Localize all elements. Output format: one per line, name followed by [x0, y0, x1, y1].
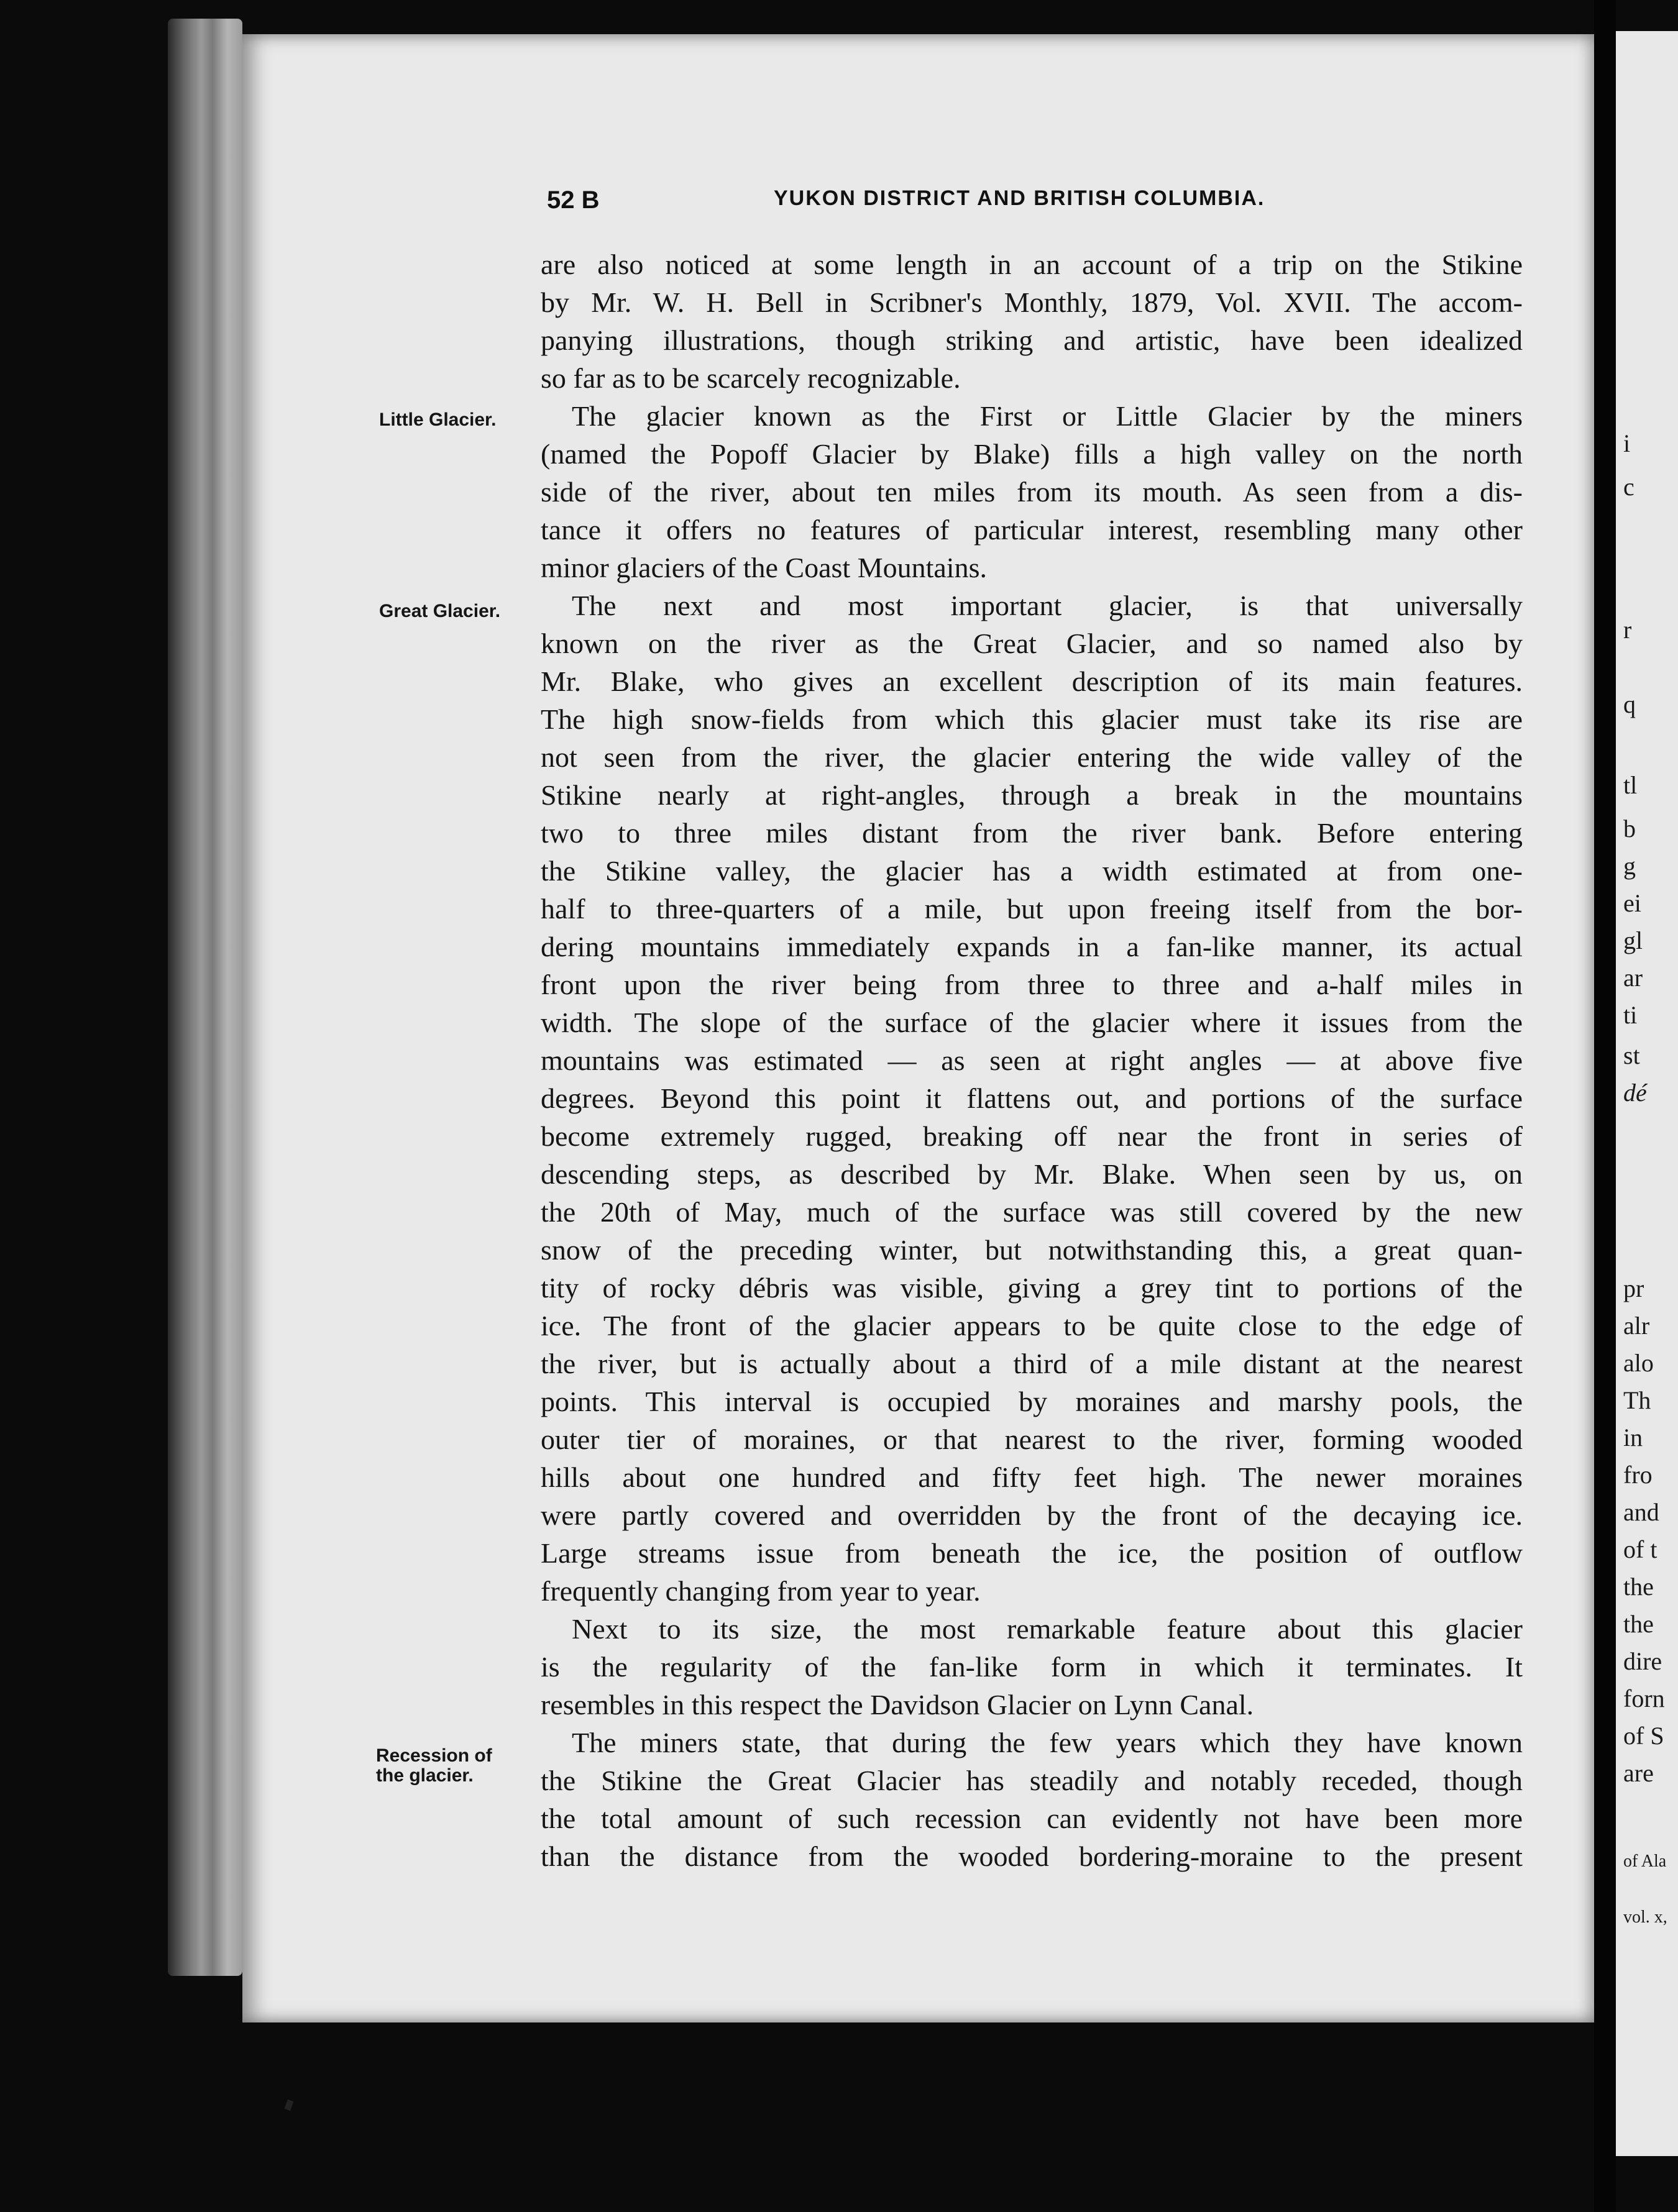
- text-line: than the distance from the wooded bordering-moraine to the present: [541, 1840, 1523, 1872]
- text-line: front upon the river being from three to three and a-half miles in: [541, 969, 1523, 1000]
- facing-fragment: ei: [1623, 889, 1641, 917]
- text-line: is the regularity of the fan-like form in which it terminates. It: [541, 1651, 1523, 1683]
- text-line: tance it offers no features of particular interest, resembling many other: [541, 514, 1523, 546]
- text-line: resembles in this respect the Davidson Glacier on Lynn Canal.: [541, 1689, 1254, 1721]
- sidenote-great-glacier: Great Glacier.: [379, 601, 501, 621]
- facing-fragment: are: [1623, 1759, 1654, 1787]
- header-title: YUKON DISTRICT AND BRITISH COLUMBIA.: [774, 186, 1265, 210]
- sidenote-recession: Recession of the glacier.: [376, 1745, 492, 1786]
- text-line: mountains was estimated — as seen at right angles — at above five: [541, 1044, 1523, 1076]
- text-line: side of the river, about ten miles from its mouth. As seen from a dis-: [541, 476, 1523, 508]
- text-line: (named the Popoff Glacier by Blake) fills a high valley on the north: [541, 438, 1523, 470]
- sidenote-little-glacier: Little Glacier.: [379, 409, 497, 430]
- text-line: width. The slope of the surface of the glacier where it issues from the: [541, 1007, 1523, 1038]
- text-line: minor glaciers of the Coast Mountains.: [541, 552, 987, 583]
- facing-fragment: dire: [1623, 1647, 1662, 1675]
- facing-fragment: Th: [1623, 1386, 1651, 1414]
- text-line: outer tier of moraines, or that nearest to the river, forming wooded: [541, 1424, 1523, 1455]
- text-line: become extremely rugged, breaking off near the front in series of: [541, 1120, 1523, 1152]
- facing-fragment: pr: [1623, 1274, 1644, 1302]
- text-line: so far as to be scarcely recognizable.: [541, 362, 961, 394]
- facing-fragment: r: [1623, 616, 1632, 644]
- text-line: Large streams issue from beneath the ice, the position of outflow: [541, 1537, 1523, 1569]
- facing-fragment: the: [1623, 1573, 1654, 1601]
- text-line: the Stikine the Great Glacier has steadily and notably receded, though: [541, 1765, 1523, 1796]
- text-line: dering mountains immediately expands in a fan-like manner, its actual: [541, 931, 1523, 962]
- text-line: Mr. Blake, who gives an excellent description of its main features.: [541, 665, 1523, 697]
- text-line: snow of the preceding winter, but notwithstanding this, a great quan-: [541, 1234, 1523, 1266]
- text-line: are also noticed at some length in an account of a trip on the Stikine: [541, 249, 1523, 280]
- facing-fragment: ar: [1623, 964, 1643, 992]
- text-line: The high snow-fields from which this glacier must take its rise are: [541, 703, 1523, 735]
- facing-fragment: ti: [1623, 1001, 1638, 1029]
- facing-fragment: vol. x,: [1623, 1908, 1667, 1927]
- ink-speck: [285, 2100, 294, 2111]
- text-line: by Mr. W. H. Bell in Scribner's Monthly, 1879, Vol. XVII. The accom-: [541, 286, 1523, 318]
- text-line: frequently changing from year to year.: [541, 1575, 981, 1607]
- text-line: Stikine nearly at right-angles, through a break in the mountains: [541, 779, 1523, 811]
- text-line: points. This interval is occupied by moraines and marshy pools, the: [541, 1386, 1523, 1417]
- facing-fragment: tl: [1623, 771, 1638, 799]
- text-line: Next to its size, the most remarkable feature about this glacier: [572, 1613, 1523, 1645]
- text-line: degrees. Beyond this point it flattens out, and portions of the surface: [541, 1082, 1523, 1114]
- facing-fragment: of S: [1623, 1722, 1664, 1750]
- facing-fragment: and: [1623, 1498, 1659, 1526]
- facing-fragment: of Ala: [1623, 1852, 1667, 1871]
- text-line: the total amount of such recession can evidently not have been more: [541, 1803, 1523, 1834]
- text-line: descending steps, as described by Mr. Blake. When seen by us, on: [541, 1158, 1523, 1190]
- text-line: the 20th of May, much of the surface was still covered by the new: [541, 1196, 1523, 1228]
- facing-fragment: forn: [1623, 1684, 1665, 1712]
- facing-fragment: in: [1623, 1424, 1643, 1451]
- text-line: two to three miles distant from the river bank. Before entering: [541, 817, 1523, 849]
- text-line: The next and most important glacier, is that universally: [572, 590, 1523, 621]
- facing-fragment: the: [1623, 1610, 1654, 1638]
- page-number: 52 B: [547, 186, 600, 214]
- facing-fragment: fro: [1623, 1461, 1653, 1489]
- facing-fragment: alo: [1623, 1349, 1654, 1377]
- facing-fragment: b: [1623, 815, 1636, 843]
- facing-fragment: st: [1623, 1041, 1640, 1069]
- facing-fragment: i: [1623, 429, 1631, 457]
- facing-fragment: c: [1623, 473, 1634, 501]
- text-line: hills about one hundred and fifty feet high. The newer moraines: [541, 1461, 1523, 1493]
- facing-fragment: dé: [1623, 1079, 1647, 1107]
- facing-fragment: gl: [1623, 926, 1643, 954]
- text-line: the Stikine valley, the glacier has a width estimated at from one-: [541, 855, 1523, 887]
- text-line: tity of rocky débris was visible, giving a grey tint to portions of the: [541, 1272, 1523, 1304]
- text-line: panying illustrations, though striking and artistic, have been idealized: [541, 324, 1523, 356]
- facing-fragment: g: [1623, 852, 1636, 880]
- text-line: The miners state, that during the few years which they have known: [572, 1727, 1523, 1758]
- book-gutter: [1594, 0, 1616, 2212]
- facing-fragment: alr: [1623, 1312, 1650, 1340]
- book-page-edges: [168, 19, 242, 1976]
- text-line: were partly covered and overridden by the front of the decaying ice.: [541, 1499, 1523, 1531]
- body-text: [541, 245, 1523, 1875]
- text-line: the river, but is actually about a third of a mile distant at the nearest: [541, 1348, 1523, 1379]
- text-line: ice. The front of the glacier appears to be quite close to the edge of: [541, 1310, 1523, 1341]
- facing-fragment: of t: [1623, 1535, 1657, 1563]
- text-line: The glacier known as the First or Little Glacier by the miners: [572, 400, 1523, 432]
- text-line: known on the river as the Great Glacier, and so named also by: [541, 628, 1523, 659]
- text-line: not seen from the river, the glacier entering the wide valley of the: [541, 741, 1523, 773]
- facing-fragment: q: [1623, 690, 1636, 718]
- facing-page-strip: [1616, 31, 1678, 2156]
- text-line: half to three-quarters of a mile, but upon freeing itself from the bor-: [541, 893, 1523, 925]
